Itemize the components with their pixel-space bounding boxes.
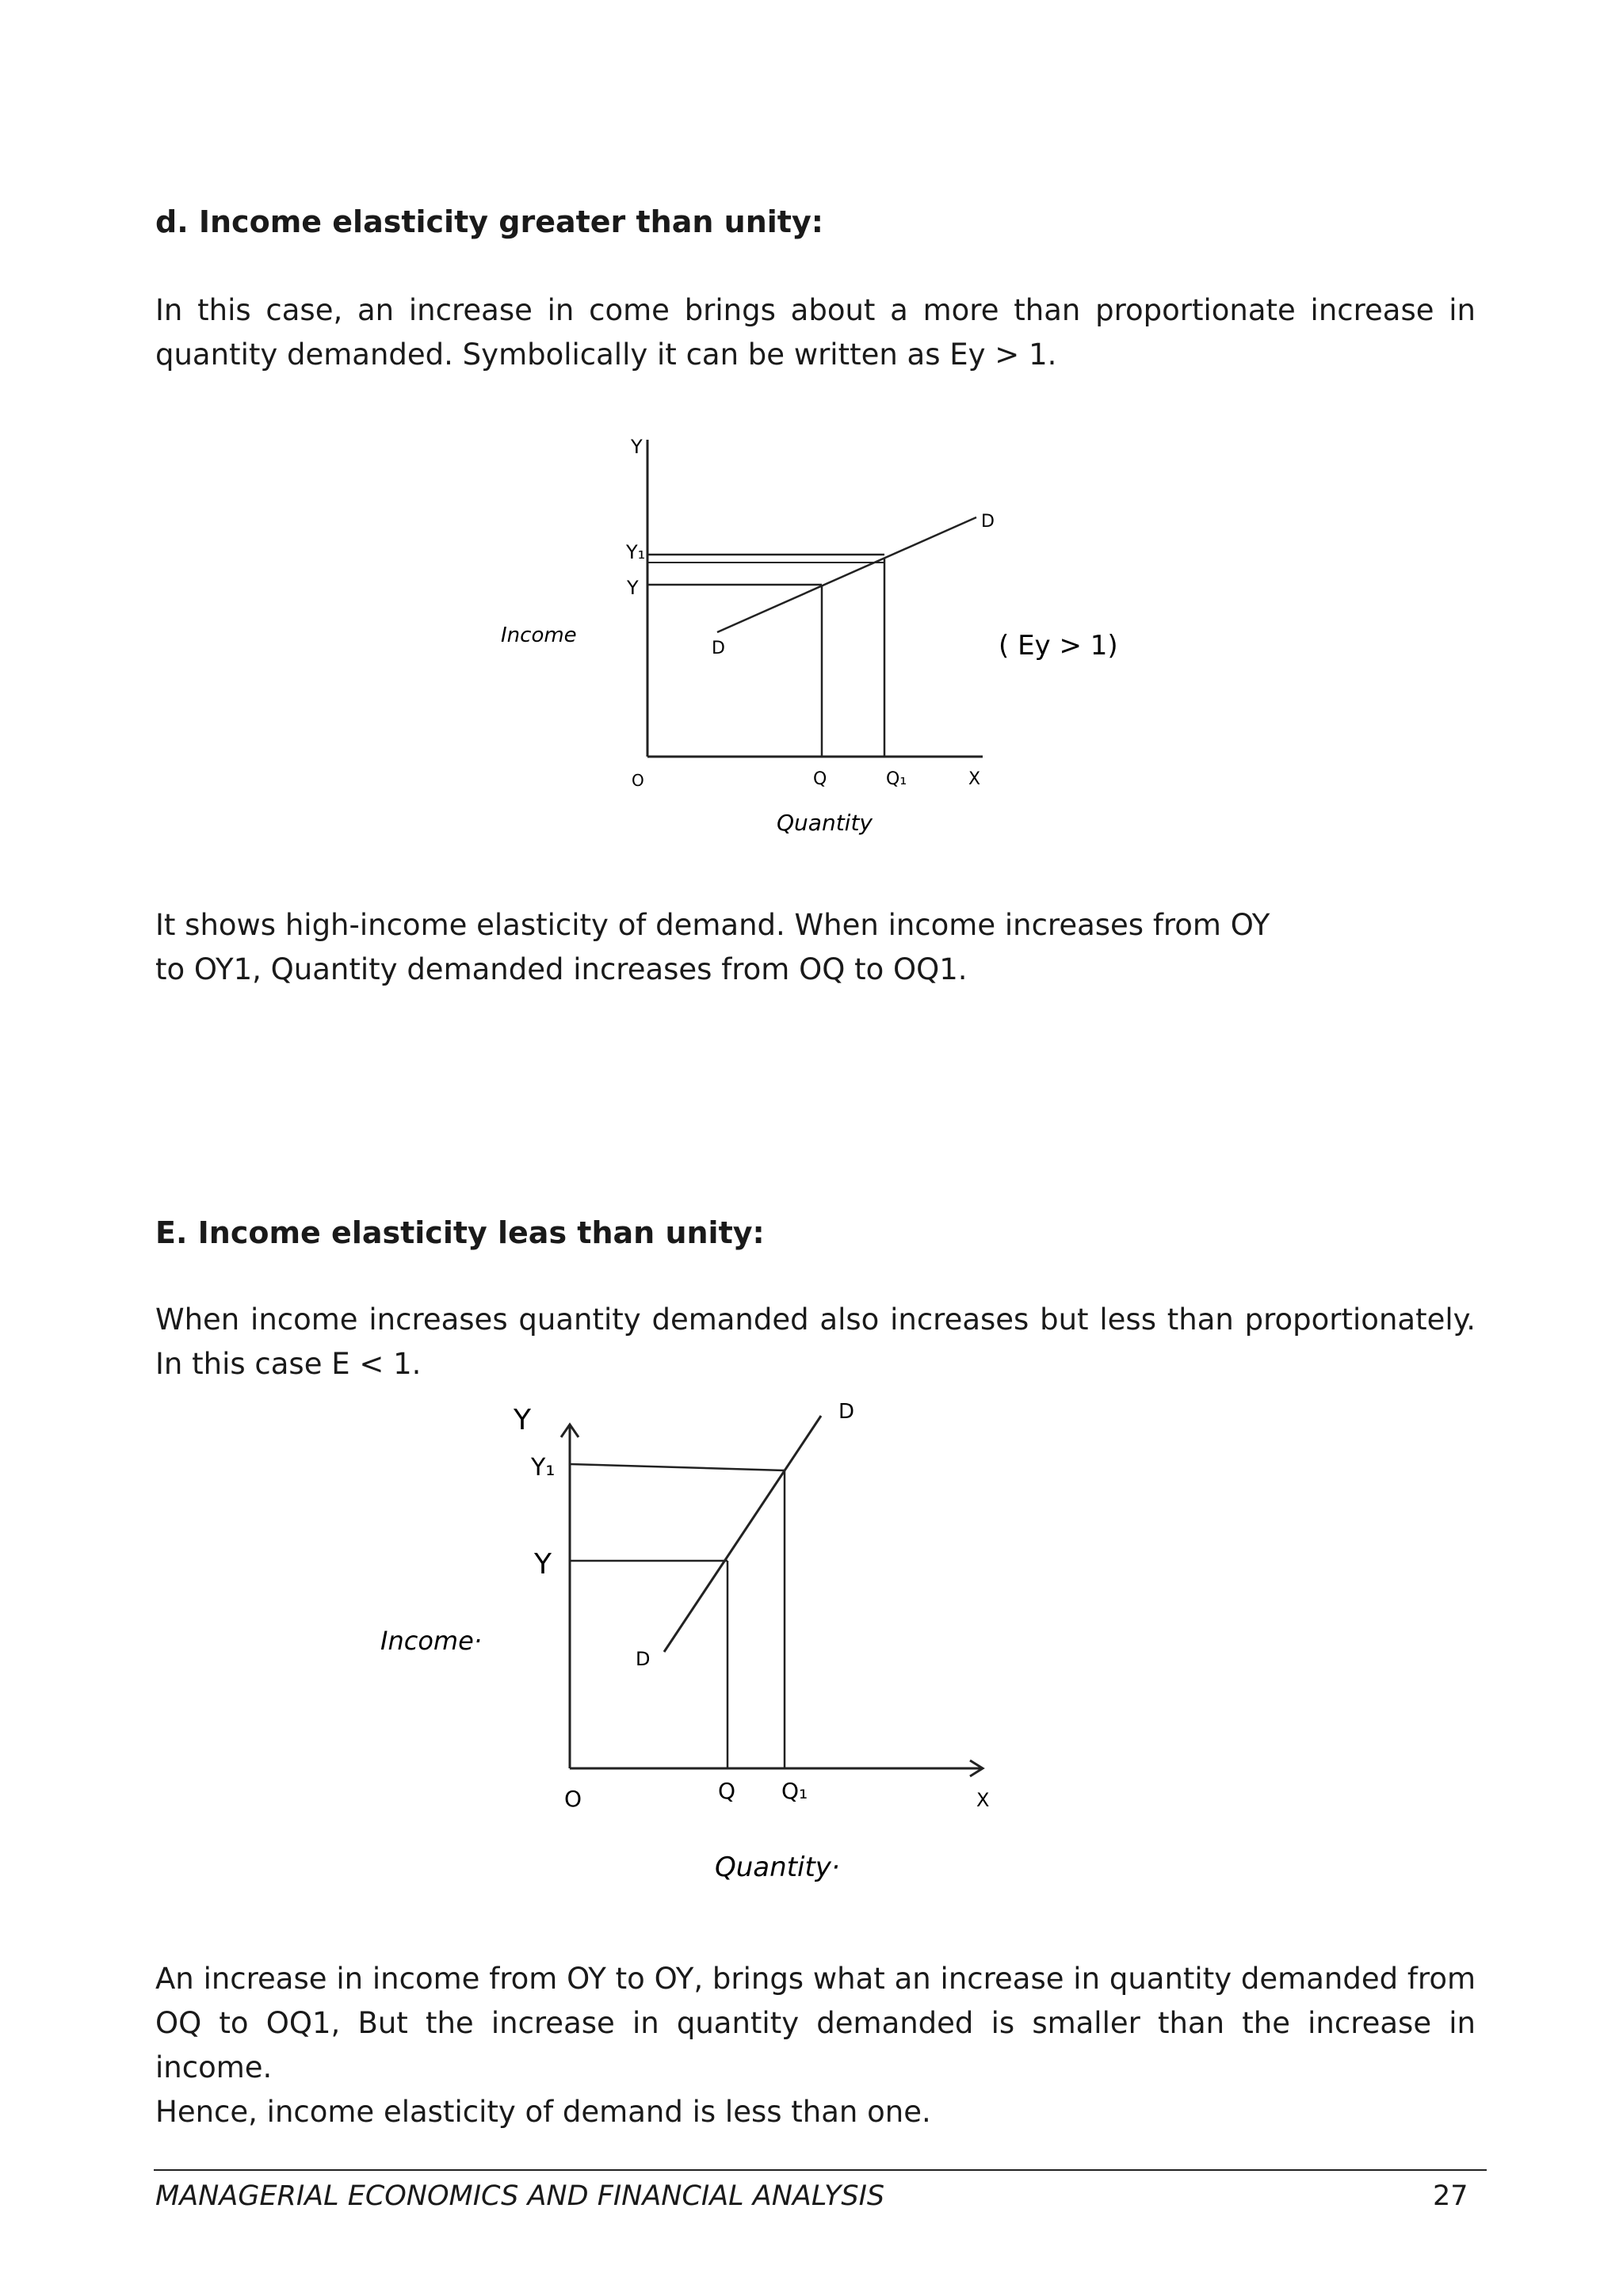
section-d-line-1: In this case, an increase in come brings about a more than proportionate increase in: [155, 293, 1476, 327]
section-d-explanation-line-2: to OY1, Quantity demanded increases from OQ to OQ1.: [155, 952, 968, 986]
y1-label: Y₁: [626, 541, 646, 563]
origin-label: O: [632, 771, 644, 790]
section-d-heading: d. Income elasticity greater than unity:: [155, 204, 823, 239]
q-label: Q: [718, 1778, 736, 1804]
d-start-label: D: [712, 639, 725, 658]
section-e-explanation: [155, 1957, 1476, 2134]
section-e-line-1: When income increases quantity demanded also increases but less than proportionately.: [155, 1302, 1476, 1337]
y-axis-label: Y: [631, 436, 643, 458]
section-d-paragraph: [155, 288, 1476, 377]
demand-curve: [717, 517, 976, 632]
income-elasticity-greater-diagram: [444, 396, 1157, 871]
y-label: Y: [534, 1548, 552, 1581]
quantity-label: Quantity·: [715, 1852, 840, 1883]
x-axis-label: X: [968, 769, 981, 789]
q-label: Q: [813, 769, 827, 789]
y-label: Y: [627, 577, 639, 599]
section-e-explanation-line-3: Hence, income elasticity of demand is less than one.: [155, 2095, 931, 2129]
quantity-label: Quantity: [777, 810, 873, 836]
origin-label: O: [564, 1786, 582, 1812]
section-e-heading: E. Income elasticity leas than unity:: [155, 1215, 765, 1250]
page-number: 27: [1433, 2180, 1468, 2212]
section-d-line-2: quantity demanded. Symbolically it can be written as Ey > 1.: [155, 338, 1057, 372]
y1-horizontal: [570, 1464, 785, 1470]
section-e-paragraph: [155, 1298, 1476, 1386]
q1-label: Q₁: [886, 769, 907, 789]
income-elasticity-less-diagram: [349, 1394, 1062, 1917]
income-label: Income: [501, 624, 577, 647]
q1-label: Q₁: [781, 1778, 808, 1804]
section-d-explanation: [155, 903, 1270, 992]
demand-curve: [664, 1416, 821, 1652]
y-axis-label: Y: [514, 1404, 531, 1436]
section-e-line-2: In this case E < 1.: [155, 1347, 422, 1381]
d-end-label: D: [981, 512, 995, 532]
x-axis-label: X: [976, 1789, 990, 1811]
section-e-explanation-line-1: An increase in income from OY to OY, brings what an increase in quantity demanded from: [155, 1962, 1476, 1996]
condition-label: ( Ey > 1): [999, 630, 1118, 662]
section-d-explanation-line-1: It shows high-income elasticity of demand. When income increases from OY: [155, 908, 1270, 942]
footer-rule: [154, 2169, 1487, 2171]
d-start-label: D: [636, 1648, 651, 1670]
y1-label: Y₁: [531, 1454, 556, 1482]
section-e-explanation-line-2: OQ to OQ1, But the increase in quantity demanded is smaller than the increase in income.: [155, 2006, 1476, 2084]
income-label: Income·: [380, 1626, 482, 1656]
d-end-label: D: [838, 1400, 855, 1424]
footer-title: MANAGERIAL ECONOMICS AND FINANCIAL ANALYSIS: [155, 2180, 885, 2212]
